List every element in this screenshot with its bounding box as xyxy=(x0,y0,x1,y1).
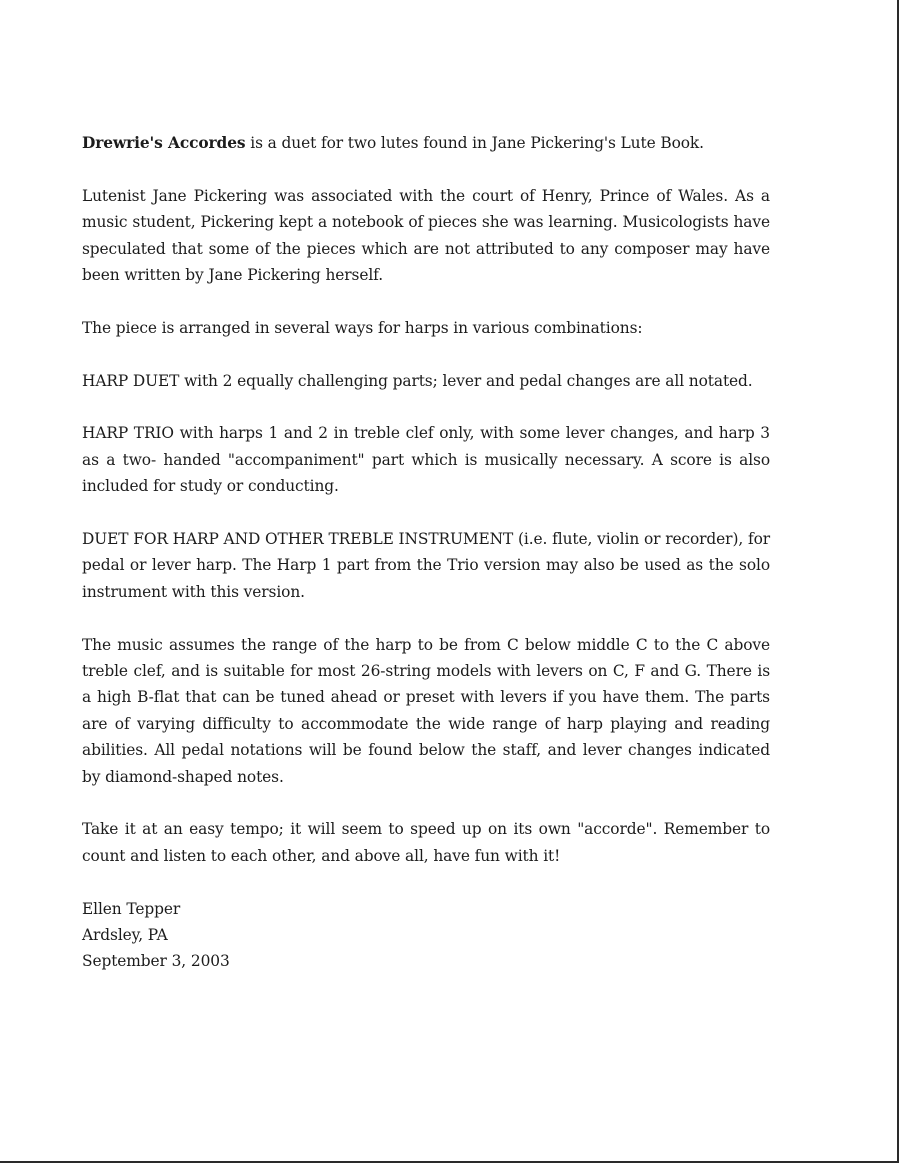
harp-treble-duet-paragraph: DUET FOR HARP AND OTHER TREBLE INSTRUMENT (i.e. flute, violin or recorder), for pedal or lever harp. The Harp 1 part from the Trio version may also be used as the solo instrument with this version. xyxy=(82,530,770,601)
signature-date: September 3, 2003 xyxy=(82,952,230,971)
author-location: Ardsley, PA xyxy=(82,926,168,945)
history-paragraph: Lutenist Jane Pickering was associated with the court of Henry, Prince of Wales. As a music student, Pickering kept a notebook of pieces she was learning. Musicologists have speculated that some of the pieces which are not attributed to any composer may have been written by Jane Pickering herself. xyxy=(82,186,770,285)
intro-paragraph xyxy=(82,130,770,156)
range-notes-paragraph: The music assumes the range of the harp to be from C below middle C to the C above treble clef, and is suitable for most 26-string models with levers on C, F and G. There is a high B-flat that can be tuned ahead or preset with levers if you have them. The parts are of varying difficulty to accommodate the wide range of harp playing and reading abilities. All pedal notations will be found below the staff, and lever changes indicated by diamond-shaped notes. xyxy=(82,635,770,786)
harp-duet-paragraph: HARP DUET with 2 equally challenging parts; lever and pedal changes are all notated. xyxy=(82,371,753,390)
piece-title: Drewrie's Accordes xyxy=(82,134,246,152)
harp-trio-paragraph: HARP TRIO with harps 1 and 2 in treble clef only, with some lever changes, and harp 3 as a two- handed "accompaniment" part which is musically necessary. A score is also included for study or conducting. xyxy=(82,424,770,496)
author-name: Ellen Tepper xyxy=(82,899,181,918)
arrangements-intro-paragraph: The piece is arranged in several ways for harps in various combinations: xyxy=(82,318,643,337)
signature-block xyxy=(82,896,770,975)
document-body xyxy=(82,130,770,975)
intro-text: is a duet for two lutes found in Jane Pickering's Lute Book. xyxy=(245,134,704,152)
tempo-advice-paragraph: Take it at an easy tempo; it will seem to speed up on its own "accorde". Remember to count and listen to each other, and above all, have fun with it! xyxy=(82,820,770,865)
